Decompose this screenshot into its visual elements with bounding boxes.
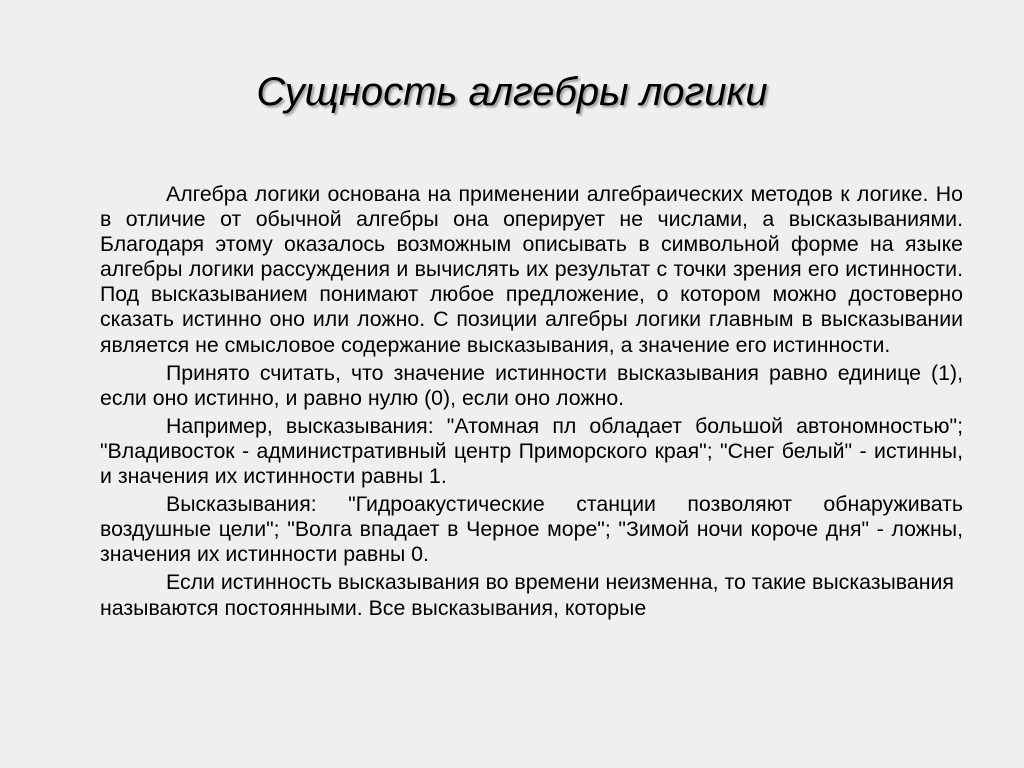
paragraph-false-examples: Высказывания: "Гидроакустические станции позволяют обнаруживать воздушные цели"; "Волга впадает в Черное море"; "Зимой ночи короче дня" - ложны, значения их истинности равны 0. bbox=[100, 492, 963, 567]
paragraph-true-examples: Например, высказывания: "Атомная пл обладает большой автономностью"; "Владивосток - административный центр Приморского края"; "Снег белый" - истинны, и значения их истинности равны 1. bbox=[100, 413, 963, 489]
slide-title: Сущность алгебры логики bbox=[256, 70, 768, 114]
paragraph-definition: Алгебра логики основана на применении алгебраических методов к логике. Но в отличие от обычной алгебры она оперирует не числами, а высказываниями. Благодаря этому оказалось возможным описывать в символьной форме на языке алгебры логики рассуждения и вычислять их результат с точки зрения его истинности. Под высказыванием понимают любое предложение, о котором можно достоверно сказать истинно оно или ложно. С позиции алгебры логики главным в высказывании является не смысловое содержание высказывания, а значение его истинности. bbox=[100, 182, 963, 357]
paragraph-constant-statements: Если истинность высказывания во времени неизменна, то такие высказывания называются постоянными. Все высказывания, которые bbox=[100, 570, 954, 620]
paragraph-truth-values: Принято считать, что значение истинности высказывания равно единице (1), если оно истинно, и равно нулю (0), если оно ложно. bbox=[100, 360, 963, 410]
slide-body bbox=[100, 182, 963, 624]
